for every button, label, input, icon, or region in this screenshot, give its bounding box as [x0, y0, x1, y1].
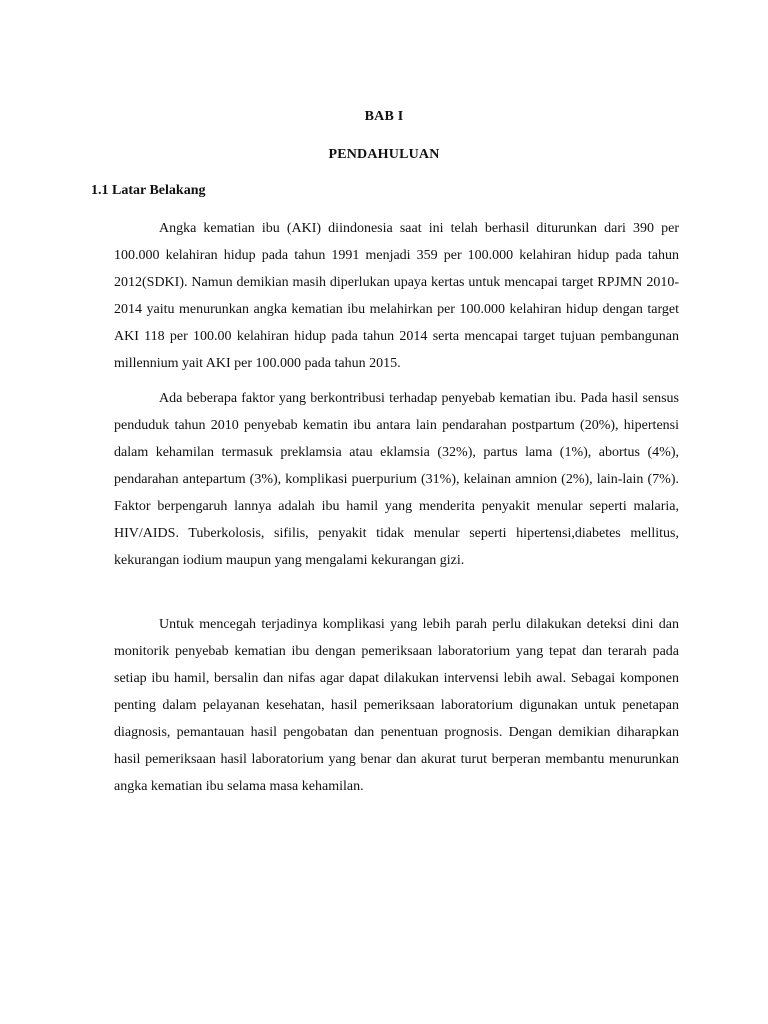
paragraph-2: Ada beberapa faktor yang berkontribusi terhadap penyebab kematian ibu. Pada hasil sensus penduduk tahun 2010 penyebab kematin ibu antara lain pendarahan postpartum (20%), hipertensi dalam kehamilan termasuk preklamsia atau eklamsia (32%), partus lama (1%), abortus (4%), pendarahan antepartum (3%), komplikasi puerpurium (31%), kelainan amnion (2%), lain-lain (7%). Faktor berpengaruh lannya adalah ibu hamil yang menderita penyakit menular seperti malaria, HIV/AIDS. Tuberkolosis, sifilis, penyakit tidak menular seperti hipertensi,diabetes mellitus, kekurangan iodium maupun yang mengalami kekurangan gizi. [114, 391, 679, 568]
paragraph-1: Angka kematian ibu (AKI) diindonesia saat ini telah berhasil diturunkan dari 390 per 100.000 kelahiran hidup pada tahun 1991 menjadi 359 per 100.000 kelahiran hidup pada tahun 2012(SDKI). Namun demikian masih diperlukan upaya kertas untuk mencapai target RPJMN 2010-2014 yaitu menurunkan angka kematian ibu melahirkan per 100.000 kelahiran hidup dengan target AKI 118 per 100.00 kelahiran hidup pada tahun 2014 serta mencapai target tujuan pembangunan millennium yait AKI per 100.000 pada tahun 2015. [114, 221, 679, 371]
paragraph-3: Untuk mencegah terjadinya komplikasi yang lebih parah perlu dilakukan deteksi dini dan monitorik penyebab kematian ibu dengan pemeriksaan laboratorium yang tepat dan terarah pada setiap ibu hamil, bersalin dan nifas agar dapat dilakukan intervensi lebih awal. Sebagai komponen penting dalam pelayanan kesehatan, hasil pemeriksaan laboratorium digunakan untuk penetapan diagnosis, pemantauan hasil pengobatan dan penentuan prognosis. Dengan demikian diharapkan hasil pemeriksaan hasil laboratorium yang benar dan akurat turut berperan membantu menurunkan angka kematian ibu selama masa kehamilan. [114, 617, 679, 794]
chapter-title: PENDAHULUAN [328, 147, 440, 162]
section-heading: 1.1 Latar Belakang [91, 183, 206, 198]
chapter-number: BAB I [364, 109, 404, 124]
